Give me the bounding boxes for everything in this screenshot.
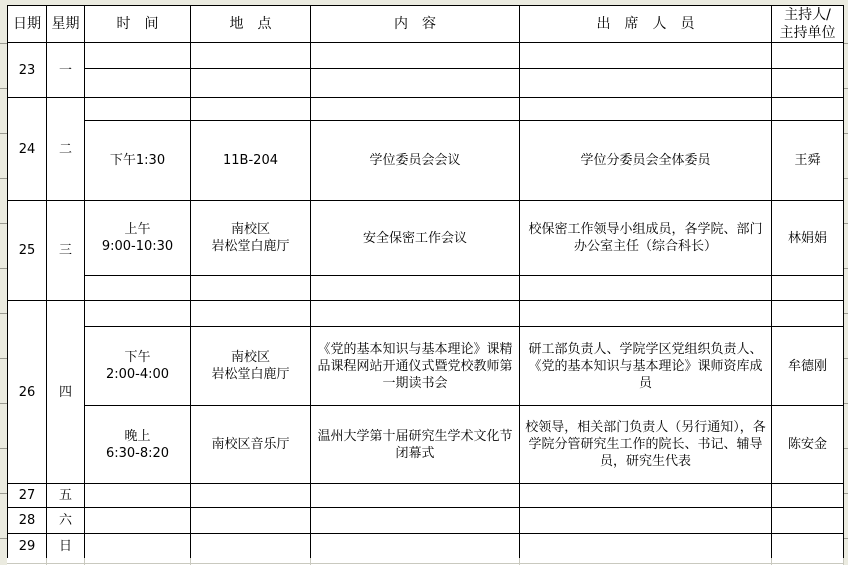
- location-cell: [191, 484, 311, 508]
- time-cell: [85, 508, 191, 534]
- attendees-cell: 校保密工作领导小组成员，各学院、部门办公室主任（综合科长）: [520, 201, 772, 276]
- table-row: [8, 43, 844, 69]
- content-cell: [311, 69, 520, 98]
- attendees-cell: [520, 69, 772, 98]
- content-cell: 安全保密工作会议: [311, 201, 520, 276]
- location-cell: [191, 201, 311, 276]
- table-row: [8, 406, 844, 484]
- host-cell: 陈安金: [772, 406, 844, 484]
- attendees-cell: [520, 508, 772, 534]
- date-cell: 23: [8, 43, 47, 98]
- attendees-cell: [520, 534, 772, 559]
- attendees-cell: 校领导，相关部门负责人（另行通知），各学院分管研究生工作的院长、书记、辅导员，研究生代表: [520, 406, 772, 484]
- host-cell: 林娟娟: [772, 201, 844, 276]
- weekday-cell: 六: [47, 508, 85, 534]
- location-line: 南校区音乐厅: [211, 437, 290, 452]
- host-cell: [772, 276, 844, 301]
- sheet-left-margin: [0, 0, 7, 565]
- schedule-table: [7, 5, 844, 559]
- header-host: [772, 6, 844, 43]
- weekday-cell: 五: [47, 484, 85, 508]
- location-cell: [191, 508, 311, 534]
- content-cell: [311, 534, 520, 559]
- content-cell: [311, 301, 520, 327]
- location-line: 11B-204: [223, 153, 278, 168]
- location-cell: [191, 98, 311, 121]
- weekday-cell: 日: [47, 534, 85, 559]
- date-cell: 27: [8, 484, 47, 508]
- location-cell: [191, 534, 311, 559]
- time-cell: [85, 276, 191, 301]
- time-line: 9:00-10:30: [101, 239, 174, 254]
- attendees-cell: [520, 43, 772, 69]
- time-line: 下午1:30: [109, 153, 166, 168]
- time-line: 2:00-4:00: [105, 367, 170, 382]
- table-row: [8, 276, 844, 301]
- weekday-cell: 一: [47, 43, 85, 98]
- time-cell: [85, 534, 191, 559]
- time-cell: [85, 98, 191, 121]
- content-cell: [311, 484, 520, 508]
- content-cell: 《党的基本知识与基本理论》课精品课程网站开通仪式暨党校教师第一期读书会: [311, 327, 520, 406]
- date-cell: 28: [8, 508, 47, 534]
- header-content: 内 容: [311, 6, 520, 43]
- attendees-cell: [520, 484, 772, 508]
- location-line: 岩松堂白鹿厅: [211, 367, 290, 382]
- attendees-cell: 学位分委员会全体委员: [520, 121, 772, 201]
- location-cell: [191, 327, 311, 406]
- header-host-line1: 主持人/: [784, 7, 831, 23]
- time-cell: [85, 121, 191, 201]
- header-host-line2: 主持单位: [779, 25, 836, 41]
- date-cell: 24: [8, 98, 47, 201]
- content-cell: [311, 276, 520, 301]
- host-cell: [772, 534, 844, 559]
- attendees-cell: [520, 98, 772, 121]
- time-line: 上午: [124, 222, 151, 237]
- content-cell: [311, 508, 520, 534]
- table-row: [8, 534, 844, 559]
- time-line: 下午: [124, 350, 151, 365]
- date-cell: 25: [8, 201, 47, 301]
- time-line: 6:30-8:20: [105, 445, 170, 461]
- table-row: [8, 301, 844, 327]
- location-line: 南校区: [230, 222, 270, 237]
- time-cell: [85, 69, 191, 98]
- header-location: 地 点: [191, 6, 311, 43]
- time-cell: [85, 301, 191, 327]
- time-cell: [85, 201, 191, 276]
- attendees-cell: [520, 301, 772, 327]
- host-cell: [772, 508, 844, 534]
- host-cell: [772, 484, 844, 508]
- location-cell: [191, 121, 311, 201]
- header-time: 时 间: [85, 6, 191, 43]
- time-cell: [85, 484, 191, 508]
- attendees-cell: [520, 276, 772, 301]
- content-cell: 温州大学第十届研究生学术文化节闭幕式: [311, 406, 520, 484]
- location-cell: [191, 43, 311, 69]
- weekday-cell: 四: [47, 301, 85, 484]
- time-cell: [85, 43, 191, 69]
- sheet-gridline-remnant: [7, 558, 844, 565]
- time-cell: [85, 406, 191, 484]
- host-cell: 王舜: [772, 121, 844, 201]
- weekday-cell: 二: [47, 98, 85, 201]
- header-attendees: 出 席 人 员: [520, 6, 772, 43]
- header-weekday: 星期: [47, 6, 85, 43]
- host-cell: [772, 301, 844, 327]
- table-row: [8, 69, 844, 98]
- location-cell: [191, 406, 311, 484]
- table-row: [8, 201, 844, 276]
- host-cell: [772, 43, 844, 69]
- host-cell: [772, 69, 844, 98]
- time-cell: [85, 327, 191, 406]
- location-cell: [191, 276, 311, 301]
- date-cell: 26: [8, 301, 47, 484]
- attendees-cell: 研工部负责人、学院学区党组织负责人、《党的基本知识与基本理论》课师资库成员: [520, 327, 772, 406]
- content-cell: [311, 43, 520, 69]
- header-date: 日期: [8, 6, 47, 43]
- header-row: [8, 6, 844, 43]
- date-cell: 29: [8, 534, 47, 559]
- table-row: [8, 121, 844, 201]
- table-row: [8, 508, 844, 534]
- location-line: 南校区: [230, 350, 270, 365]
- content-cell: [311, 98, 520, 121]
- location-cell: [191, 301, 311, 327]
- table-row: [8, 327, 844, 406]
- host-cell: [772, 98, 844, 121]
- table-row: [8, 98, 844, 121]
- content-cell: 学位委员会会议: [311, 121, 520, 201]
- host-cell: 牟德刚: [772, 327, 844, 406]
- weekday-cell: 三: [47, 201, 85, 301]
- location-cell: [191, 69, 311, 98]
- table-row: [8, 484, 844, 508]
- time-line: 晚上: [124, 428, 151, 444]
- location-line: 岩松堂白鹿厅: [211, 239, 290, 254]
